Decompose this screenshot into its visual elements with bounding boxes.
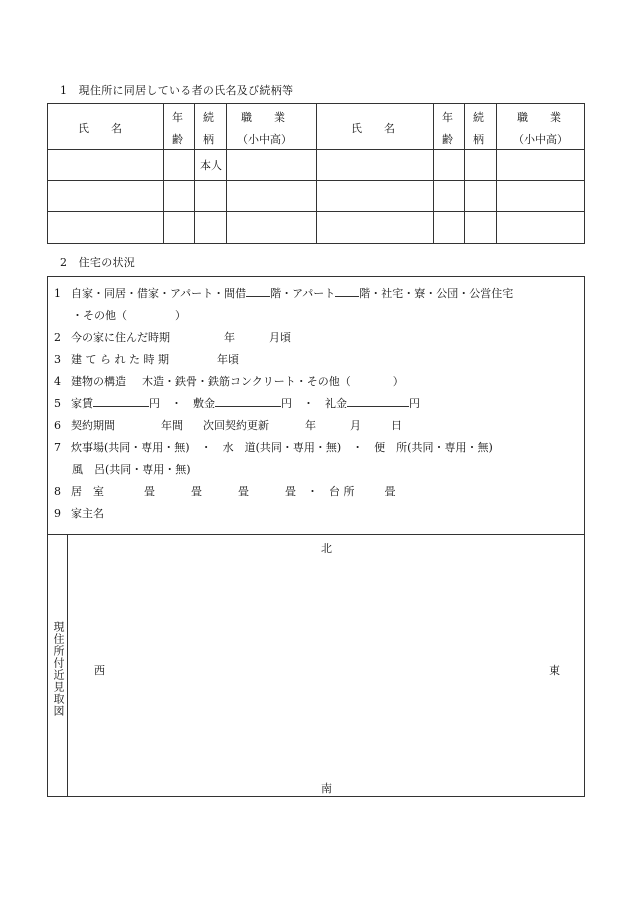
header-age-right-1: 年 xyxy=(442,111,453,124)
header-age-right-2: 齢 xyxy=(442,133,453,146)
housing-row-7: 7 炊事場(共同・専用・無) ・ 水 道(共同・専用・無) ・ 便 所(共同・専用・無) xyxy=(54,441,493,454)
header-name-right: 氏 名 xyxy=(351,122,395,135)
housing-row-2: 2 今の家に住んだ時期 年 月頃 xyxy=(54,331,291,344)
housing-row-1: 1 自家・同居・借家・アパート・間借 階・アパート 階・社宅・寮・公団・公営住宅 xyxy=(54,287,514,300)
header-job-right-2: （小中高） xyxy=(513,133,568,146)
header-name-left: 氏 名 xyxy=(78,122,122,135)
household-table xyxy=(47,103,585,244)
header-rel-left-1: 続 xyxy=(203,111,214,124)
housing-row-6: 6 契約期間 年間 次回契約更新 年 月 日 xyxy=(54,419,402,432)
housing-row-4: 4 建物の構造 木造・鉄骨・鉄筋コンクリート・その他（ ） xyxy=(54,375,404,388)
header-rel-left-2: 柄 xyxy=(203,133,214,146)
header-rel-right-2: 柄 xyxy=(473,133,484,146)
housing-row-5: 5 家賃 円 ・ 敷金 円 ・ 礼金 円 xyxy=(54,397,420,410)
housing-status-box xyxy=(47,276,585,535)
map-west-label: 西 xyxy=(94,664,105,677)
housing-row-7-bath: 風 呂(共同・専用・無) xyxy=(72,463,191,476)
map-box xyxy=(47,534,585,797)
section2-title: 2 住宅の状況 xyxy=(60,256,136,269)
housing-row-3: 3 建 て ら れ た 時 期 年頃 xyxy=(54,353,239,366)
section1-title: 1 現住所に同居している者の氏名及び続柄等 xyxy=(60,84,294,97)
header-job-left-2: （小中高） xyxy=(237,133,292,146)
header-age-left-2: 齢 xyxy=(172,133,183,146)
housing-row-1-other: ・その他（ ） xyxy=(72,309,186,322)
housing-row-8: 8 居 室 畳 畳 畳 畳 ・ 台 所 畳 xyxy=(54,485,396,498)
header-age-left-1: 年 xyxy=(172,111,183,124)
map-north-label: 北 xyxy=(321,542,332,555)
header-rel-right-1: 続 xyxy=(473,111,484,124)
header-job-right-1: 職 業 xyxy=(517,111,561,124)
housing-row-9: 9 家主名 xyxy=(54,507,104,520)
header-job-left-1: 職 業 xyxy=(241,111,285,124)
map-south-label: 南 xyxy=(321,782,332,795)
map-east-label: 東 xyxy=(549,664,560,677)
map-side-label: 現住所付近見取図 xyxy=(52,621,65,717)
first-row-relation: 本人 xyxy=(200,159,222,172)
